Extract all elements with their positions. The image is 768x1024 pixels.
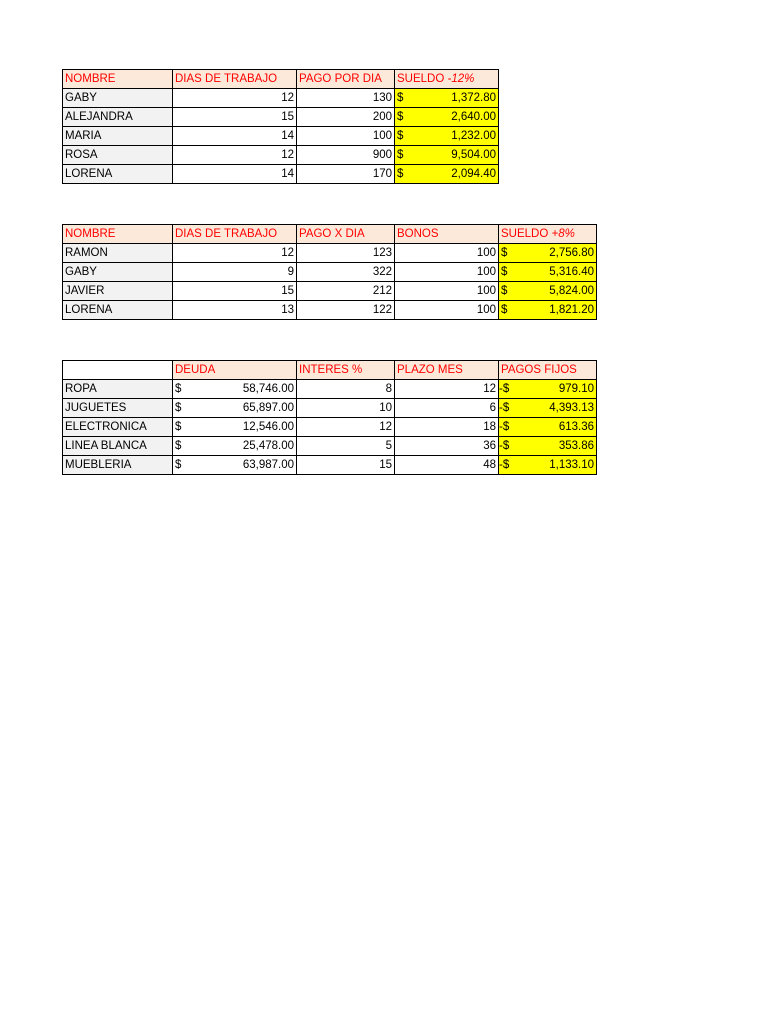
currency-symbol: $ [397, 111, 404, 123]
cell-sueldo[interactable] [499, 244, 597, 263]
cell-pago[interactable]: 200 [297, 108, 395, 127]
table-row [63, 456, 597, 475]
cell-deuda[interactable] [173, 399, 297, 418]
cell-pago[interactable]: 122 [297, 301, 395, 320]
neg-currency-symbol: -$ [499, 421, 510, 433]
currency-symbol: $ [175, 440, 182, 452]
header-nombre[interactable]: NOMBRE [63, 70, 173, 89]
cell-plazo[interactable]: 6 [395, 399, 499, 418]
header-sueldo-label: SUELDO [397, 73, 448, 85]
cell-bonos[interactable]: 100 [395, 282, 499, 301]
currency-symbol: $ [501, 266, 508, 278]
cell-deuda[interactable] [173, 437, 297, 456]
header-deuda[interactable]: DEUDA [173, 361, 297, 380]
sueldo-value: 2,640.00 [451, 111, 496, 123]
table-row [63, 418, 597, 437]
cell-dias[interactable]: 12 [173, 146, 297, 165]
cell-pago[interactable]: 322 [297, 263, 395, 282]
cell-name[interactable]: RAMON [63, 244, 173, 263]
cell-sueldo[interactable] [395, 89, 499, 108]
sueldo-value: 2,094.40 [451, 168, 496, 180]
header-sueldo[interactable] [499, 225, 597, 244]
debt-table [62, 360, 597, 475]
deuda-value: 63,987.00 [242, 459, 294, 471]
neg-currency-symbol: -$ [499, 440, 510, 452]
cell-plazo[interactable]: 18 [395, 418, 499, 437]
sueldo-value: 1,372.80 [451, 92, 496, 104]
header-sueldo-pct: -12% [447, 73, 475, 85]
cell-pago-fijo[interactable] [499, 456, 597, 475]
deuda-value: 25,478.00 [242, 440, 294, 452]
header-pago-x-dia[interactable]: PAGO X DIA [297, 225, 395, 244]
header-sueldo-pct: +8% [551, 228, 575, 240]
header-interes[interactable]: INTERES % [297, 361, 395, 380]
cell-interes[interactable]: 12 [297, 418, 395, 437]
cell-interes[interactable]: 10 [297, 399, 395, 418]
deuda-value: 12,546.00 [242, 421, 294, 433]
salary-table-2 [62, 224, 597, 320]
sueldo-value: 5,316.40 [549, 266, 594, 278]
table-row [63, 146, 499, 165]
cell-pago[interactable]: 170 [297, 165, 395, 184]
currency-symbol: $ [397, 92, 404, 104]
table-row [63, 108, 499, 127]
cell-name[interactable]: LORENA [63, 165, 173, 184]
deuda-value: 58,746.00 [242, 383, 294, 395]
table-row [63, 380, 597, 399]
header-sueldo[interactable] [395, 70, 499, 89]
currency-symbol: $ [175, 383, 182, 395]
cell-name[interactable]: ALEJANDRA [63, 108, 173, 127]
cell-sueldo[interactable] [499, 282, 597, 301]
cell-dias[interactable]: 14 [173, 127, 297, 146]
cell-pago[interactable]: 900 [297, 146, 395, 165]
cell-bonos[interactable]: 100 [395, 301, 499, 320]
sueldo-value: 1,232.00 [451, 130, 496, 142]
cell-pago[interactable]: 100 [297, 127, 395, 146]
cell-sueldo[interactable] [499, 301, 597, 320]
cell-interes[interactable]: 5 [297, 437, 395, 456]
cell-name[interactable]: ELECTRONICA [63, 418, 173, 437]
sueldo-value: 1,821.20 [549, 304, 594, 316]
cell-name[interactable]: GABY [63, 263, 173, 282]
cell-name[interactable]: MARIA [63, 127, 173, 146]
currency-symbol: $ [501, 304, 508, 316]
cell-name[interactable]: LORENA [63, 301, 173, 320]
header-bonos[interactable]: BONOS [395, 225, 499, 244]
header-nombre[interactable]: NOMBRE [63, 225, 173, 244]
cell-sueldo[interactable] [395, 165, 499, 184]
cell-pago-fijo[interactable] [499, 399, 597, 418]
cell-pago[interactable]: 123 [297, 244, 395, 263]
sueldo-value: 2,756.80 [549, 247, 594, 259]
currency-symbol: $ [397, 149, 404, 161]
cell-name[interactable]: LINEA BLANCA [63, 437, 173, 456]
cell-dias[interactable]: 15 [173, 282, 297, 301]
cell-dias[interactable]: 13 [173, 301, 297, 320]
header-plazo-mes[interactable]: PLAZO MES [395, 361, 499, 380]
table-row [63, 127, 499, 146]
cell-bonos[interactable]: 100 [395, 244, 499, 263]
cell-name[interactable]: GABY [63, 89, 173, 108]
cell-sueldo[interactable] [395, 108, 499, 127]
currency-symbol: $ [501, 247, 508, 259]
cell-name[interactable]: JAVIER [63, 282, 173, 301]
currency-symbol: $ [175, 402, 182, 414]
neg-currency-symbol: -$ [499, 383, 510, 395]
neg-currency-symbol: -$ [499, 402, 510, 414]
cell-name[interactable]: JUGUETES [63, 399, 173, 418]
cell-deuda[interactable] [173, 380, 297, 399]
table-row [63, 301, 597, 320]
table-row [63, 437, 597, 456]
cell-pago[interactable]: 130 [297, 89, 395, 108]
cell-plazo[interactable]: 48 [395, 456, 499, 475]
pago-value: 979.10 [558, 383, 594, 395]
cell-dias[interactable]: 15 [173, 108, 297, 127]
header-row [63, 70, 499, 89]
cell-name[interactable]: ROPA [63, 380, 173, 399]
table-row [63, 399, 597, 418]
sueldo-value: 5,824.00 [549, 285, 594, 297]
cell-bonos[interactable]: 100 [395, 263, 499, 282]
neg-currency-symbol: -$ [499, 459, 510, 471]
currency-symbol: $ [175, 459, 182, 471]
cell-name[interactable]: ROSA [63, 146, 173, 165]
salary-table-1 [62, 69, 499, 184]
pago-value: 1,133.10 [549, 459, 594, 471]
pago-value: 353.86 [558, 440, 594, 452]
pago-value: 613.36 [558, 421, 594, 433]
cell-dias[interactable]: 12 [173, 244, 297, 263]
cell-sueldo[interactable] [499, 263, 597, 282]
cell-pago[interactable]: 212 [297, 282, 395, 301]
table-row [63, 89, 499, 108]
header-blank[interactable] [63, 361, 173, 380]
header-pagos-fijos[interactable]: PAGOS FIJOS [499, 361, 597, 380]
cell-sueldo[interactable] [395, 146, 499, 165]
currency-symbol: $ [175, 421, 182, 433]
cell-name[interactable]: MUEBLERIA [63, 456, 173, 475]
cell-deuda[interactable] [173, 456, 297, 475]
pago-value: 4,393.13 [549, 402, 594, 414]
table-row [63, 263, 597, 282]
currency-symbol: $ [397, 130, 404, 142]
sueldo-value: 9,504.00 [451, 149, 496, 161]
cell-dias[interactable]: 9 [173, 263, 297, 282]
cell-dias[interactable]: 14 [173, 165, 297, 184]
cell-deuda[interactable] [173, 418, 297, 437]
table-row [63, 165, 499, 184]
table-row [63, 244, 597, 263]
cell-plazo[interactable]: 12 [395, 380, 499, 399]
currency-symbol: $ [397, 168, 404, 180]
header-sueldo-label: SUELDO [501, 228, 552, 240]
currency-symbol: $ [501, 285, 508, 297]
header-pago-por-dia[interactable]: PAGO POR DIA [297, 70, 395, 89]
cell-sueldo[interactable] [395, 127, 499, 146]
cell-dias[interactable]: 12 [173, 89, 297, 108]
cell-pago-fijo[interactable] [499, 380, 597, 399]
cell-plazo[interactable]: 36 [395, 437, 499, 456]
cell-pago-fijo[interactable] [499, 437, 597, 456]
header-row [63, 361, 597, 380]
table-row [63, 282, 597, 301]
deuda-value: 65,897.00 [242, 402, 294, 414]
header-dias-de-trabajo[interactable]: DIAS DE TRABAJO [173, 70, 297, 89]
cell-interes[interactable]: 8 [297, 380, 395, 399]
header-dias-de-trabajo[interactable]: DIAS DE TRABAJO [173, 225, 297, 244]
header-row [63, 225, 597, 244]
cell-interes[interactable]: 15 [297, 456, 395, 475]
cell-pago-fijo[interactable] [499, 418, 597, 437]
